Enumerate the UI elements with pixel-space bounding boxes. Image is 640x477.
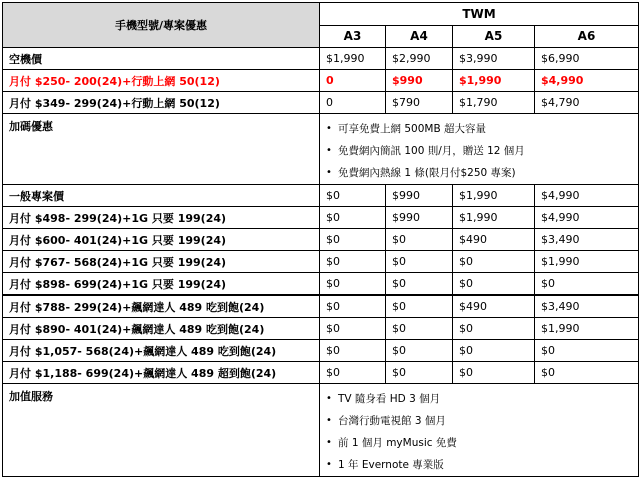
cell-a6: $4,990 bbox=[535, 207, 639, 229]
row-label: 月付 $600- 401(24)+1G 只要 199(24) bbox=[3, 229, 320, 251]
bonus-list bbox=[320, 114, 638, 184]
bullet-icon: • bbox=[326, 437, 332, 448]
row-label: 月付 $767- 568(24)+1G 只要 199(24) bbox=[3, 251, 320, 273]
cell-a6: $4,790 bbox=[535, 92, 639, 114]
cell-a4: $2,990 bbox=[386, 48, 453, 70]
row-label: 空機價 bbox=[3, 48, 320, 70]
cell-a5: $0 bbox=[453, 318, 535, 340]
bullet-icon: • bbox=[326, 167, 332, 178]
cell-a6: $0 bbox=[535, 362, 639, 384]
row-label: 月付 $498- 299(24)+1G 只要 199(24) bbox=[3, 207, 320, 229]
cell-a4: $990 bbox=[386, 70, 453, 92]
vas-list bbox=[320, 384, 638, 476]
cell-a5: $0 bbox=[453, 340, 535, 362]
list-item: • 1 年 Evernote 專業版 bbox=[338, 454, 638, 476]
promo-250-row bbox=[3, 70, 639, 92]
row-label: 一般專案價 bbox=[3, 185, 320, 207]
cell-a5: $0 bbox=[453, 362, 535, 384]
vas-row bbox=[3, 384, 639, 477]
cell-a4: $0 bbox=[386, 340, 453, 362]
cell-a6: $3,490 bbox=[535, 295, 639, 318]
bullet-icon: • bbox=[326, 123, 332, 134]
cell-a6: $3,490 bbox=[535, 229, 639, 251]
cell-a5: $3,990 bbox=[453, 48, 535, 70]
row-label: 月付 $890- 401(24)+飆網達人 489 吃到飽(24) bbox=[3, 318, 320, 340]
row-label: 月付 $250- 200(24)+行動上網 50(12) bbox=[3, 70, 320, 92]
row-label: 月付 $1,188- 699(24)+飆網達人 489 超到飽(24) bbox=[3, 362, 320, 384]
cell-a6: $4,990 bbox=[535, 185, 639, 207]
cell-a3: $0 bbox=[320, 273, 386, 296]
cell-a6: $1,990 bbox=[535, 251, 639, 273]
operator-header: TWM bbox=[320, 3, 639, 26]
cell-a4: $990 bbox=[386, 185, 453, 207]
vas-list-cell bbox=[320, 384, 639, 477]
table-row bbox=[3, 318, 639, 340]
bullet-icon: • bbox=[326, 393, 332, 404]
cell-a6: $4,990 bbox=[535, 70, 639, 92]
bonus-row bbox=[3, 114, 639, 185]
bullet-icon: • bbox=[326, 459, 332, 470]
cell-a3: $0 bbox=[320, 295, 386, 318]
cell-a3: $0 bbox=[320, 362, 386, 384]
cell-a5: $1,990 bbox=[453, 185, 535, 207]
list-item: • 可享免費上網 500MB 超大容量 bbox=[338, 118, 638, 140]
cell-a5: $1,990 bbox=[453, 207, 535, 229]
list-item: • 免費網內簡訊 100 則/月，贈送 12 個月 bbox=[338, 140, 638, 162]
cell-a3: $0 bbox=[320, 340, 386, 362]
general-label-row bbox=[3, 185, 639, 207]
table-row bbox=[3, 273, 639, 296]
cell-a4: $0 bbox=[386, 251, 453, 273]
cell-a3: $0 bbox=[320, 251, 386, 273]
cell-a4: $990 bbox=[386, 207, 453, 229]
cell-a5: $490 bbox=[453, 229, 535, 251]
cell-a4: $0 bbox=[386, 273, 453, 296]
model-header-a5: A5 bbox=[453, 25, 535, 48]
table-row bbox=[3, 362, 639, 384]
bullet-icon: • bbox=[326, 145, 332, 156]
cell-a4: $0 bbox=[386, 295, 453, 318]
bonus-list-cell bbox=[320, 114, 639, 185]
table-row bbox=[3, 340, 639, 362]
cell-a4: $0 bbox=[386, 318, 453, 340]
list-item: • 前 1 個月 myMusic 免費 bbox=[338, 432, 638, 454]
row-label: 月付 $898- 699(24)+1G 只要 199(24) bbox=[3, 273, 320, 296]
cell-a3: 0 bbox=[320, 92, 386, 114]
cell-a3: $1,990 bbox=[320, 48, 386, 70]
table-row bbox=[3, 207, 639, 229]
table-row bbox=[3, 229, 639, 251]
table-row bbox=[3, 295, 639, 318]
cell-a6: $1,990 bbox=[535, 318, 639, 340]
cell-a4: $790 bbox=[386, 92, 453, 114]
cell-a6: $0 bbox=[535, 273, 639, 296]
pricing-table bbox=[2, 2, 639, 477]
vas-label: 加值服務 bbox=[3, 384, 320, 477]
cell-a6: $6,990 bbox=[535, 48, 639, 70]
cell-a4: $0 bbox=[386, 362, 453, 384]
cell-a5: $1,790 bbox=[453, 92, 535, 114]
list-item: • TV 隨身看 HD 3 個月 bbox=[338, 388, 638, 410]
bonus-label: 加碼優惠 bbox=[3, 114, 320, 185]
list-item: • 台灣行動電視館 3 個月 bbox=[338, 410, 638, 432]
cell-a3: $0 bbox=[320, 229, 386, 251]
row-label: 月付 $1,057- 568(24)+飆網達人 489 吃到飽(24) bbox=[3, 340, 320, 362]
cell-a5: $490 bbox=[453, 295, 535, 318]
table-row bbox=[3, 251, 639, 273]
row-label: 月付 $349- 299(24)+行動上網 50(12) bbox=[3, 92, 320, 114]
model-header-a3: A3 bbox=[320, 25, 386, 48]
cell-a3: $0 bbox=[320, 185, 386, 207]
promo-349-row bbox=[3, 92, 639, 114]
bare-price-row bbox=[3, 48, 639, 70]
cell-a4: $0 bbox=[386, 229, 453, 251]
cell-a3: $0 bbox=[320, 318, 386, 340]
cell-a5: $1,990 bbox=[453, 70, 535, 92]
cell-a3: 0 bbox=[320, 70, 386, 92]
cell-a5: $0 bbox=[453, 273, 535, 296]
list-item: • 免費網內熱線 1 條(限月付$250 專案) bbox=[338, 162, 638, 184]
cell-a5: $0 bbox=[453, 251, 535, 273]
row-label: 月付 $788- 299(24)+飆網達人 489 吃到飽(24) bbox=[3, 295, 320, 318]
bullet-icon: • bbox=[326, 415, 332, 426]
model-header-a4: A4 bbox=[386, 25, 453, 48]
plan-header: 手機型號/專案優惠 bbox=[3, 3, 320, 48]
model-header-a6: A6 bbox=[535, 25, 639, 48]
cell-a3: $0 bbox=[320, 207, 386, 229]
cell-a6: $0 bbox=[535, 340, 639, 362]
